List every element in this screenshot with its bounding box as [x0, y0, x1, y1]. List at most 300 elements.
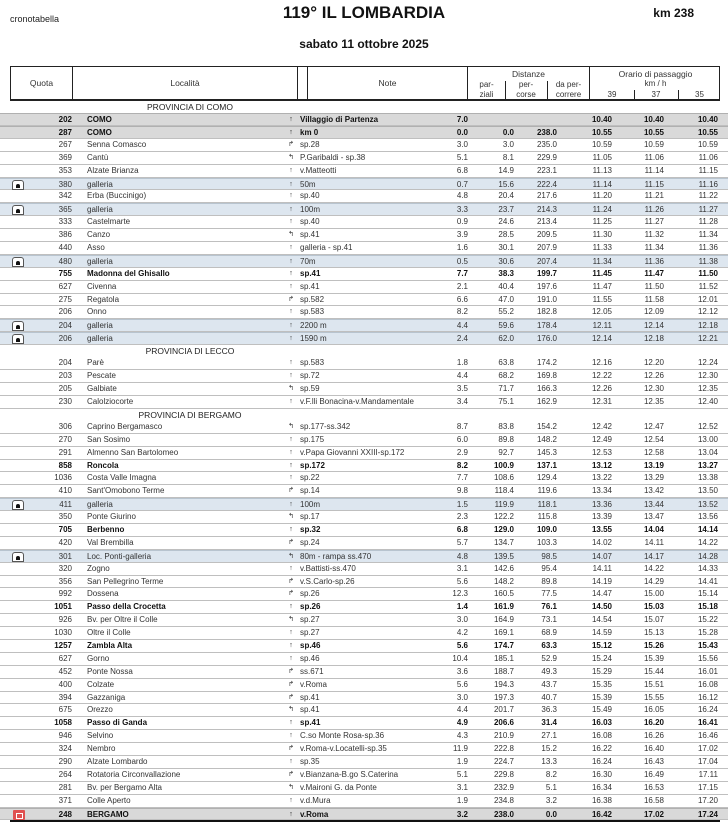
- note: v.Roma-v.Locatelli-sp.35: [300, 744, 387, 754]
- passage-time-39: 15.49: [591, 705, 612, 715]
- direction-icon: ↑: [289, 719, 293, 727]
- remaining-distance: 207.4: [536, 256, 557, 266]
- passage-time-35: 11.27: [698, 205, 718, 215]
- note: sp.24: [300, 537, 320, 547]
- passage-time-37: 13.42: [643, 486, 664, 496]
- table-row: [0, 769, 728, 782]
- table-row: [0, 679, 728, 692]
- locality: Madonna del Ghisallo: [87, 268, 170, 278]
- partial-distance: 0.9: [456, 217, 468, 227]
- direction-icon: ↑: [289, 206, 293, 214]
- altitude: 675: [58, 705, 72, 715]
- covered-distance: 134.7: [493, 537, 514, 547]
- covered-distance: 222.8: [493, 744, 514, 754]
- col-orario: Orario di passaggio km / h 39 37 35: [590, 67, 721, 99]
- partial-distance: 6.0: [456, 434, 468, 444]
- altitude: 1036: [54, 473, 72, 483]
- passage-time-37: 12.54: [643, 434, 664, 444]
- passage-time-39: 15.12: [591, 641, 612, 651]
- partial-distance: 1.9: [456, 757, 468, 767]
- altitude: 452: [58, 666, 72, 676]
- direction-icon: ↱: [288, 693, 294, 701]
- covered-distance: 100.9: [493, 460, 514, 470]
- partial-distance: 3.5: [456, 384, 468, 393]
- passage-time-39: 13.12: [591, 460, 612, 470]
- table-row: [0, 281, 728, 294]
- remaining-distance: 169.8: [536, 371, 557, 381]
- covered-distance: 63.8: [498, 358, 514, 368]
- passage-time-35: 16.46: [697, 731, 718, 741]
- locality: Colzate: [87, 679, 115, 689]
- passage-time-37: 12.18: [643, 334, 664, 344]
- table-row: [0, 743, 728, 756]
- passage-time-37: 12.47: [643, 421, 664, 431]
- altitude: 365: [58, 205, 72, 215]
- remaining-distance: 222.4: [536, 179, 557, 189]
- passage-time-39: 12.05: [591, 307, 612, 317]
- partial-distance: 4.4: [456, 321, 468, 331]
- passage-time-35: 16.08: [697, 679, 718, 689]
- covered-distance: 119.9: [494, 500, 514, 510]
- direction-icon: ↱: [288, 667, 294, 675]
- covered-distance: 160.5: [493, 589, 514, 599]
- passage-time-39: 14.59: [591, 628, 612, 638]
- remaining-distance: 52.9: [541, 653, 557, 663]
- note: sp.27: [300, 628, 320, 638]
- note: 50m: [300, 179, 316, 189]
- table-row: [0, 242, 728, 255]
- locality: Caprino Bergamasco: [87, 421, 163, 431]
- table-row: [0, 383, 728, 396]
- tunnel-icon: [12, 321, 24, 331]
- remaining-distance: 176.0: [536, 334, 557, 344]
- direction-icon: ↰: [288, 153, 294, 161]
- province-name: PROVINCIA DI COMO: [147, 102, 233, 112]
- direction-icon: ↑: [289, 335, 293, 343]
- note: sp.40: [300, 191, 320, 201]
- partial-distance: 3.0: [456, 692, 468, 702]
- partial-distance: 4.4: [456, 705, 468, 715]
- altitude: 301: [58, 551, 72, 561]
- locality: Bv. per Bergamo Alta: [87, 782, 162, 792]
- partial-distance: 4.2: [456, 628, 468, 638]
- direction-icon: ↑: [289, 603, 293, 611]
- partial-distance: 1.9: [456, 795, 468, 805]
- table-row: [0, 178, 728, 191]
- locality: COMO: [87, 115, 112, 125]
- passage-time-37: 12.14: [643, 321, 664, 331]
- table-row: [0, 255, 728, 268]
- partial-distance: 1.4: [456, 602, 468, 612]
- remaining-distance: 178.4: [536, 321, 557, 331]
- passage-time-39: 14.19: [591, 576, 612, 586]
- passage-time-35: 17.04: [697, 757, 718, 767]
- altitude: 400: [58, 679, 72, 689]
- tunnel-icon: [12, 205, 24, 215]
- covered-distance: 47.0: [498, 294, 514, 304]
- table-row: [0, 229, 728, 242]
- passage-time-35: 11.16: [698, 179, 718, 189]
- direction-icon: ↑: [289, 308, 293, 316]
- remaining-distance: 40.7: [541, 692, 557, 702]
- passage-time-37: 12.09: [643, 307, 664, 317]
- direction-icon: ↑: [289, 461, 293, 469]
- remaining-distance: 162.9: [536, 396, 557, 406]
- altitude: 248: [58, 809, 72, 819]
- remaining-distance: 0.0: [545, 809, 557, 819]
- table-row: [0, 692, 728, 705]
- passage-time-37: 15.44: [643, 666, 664, 676]
- remaining-distance: 182.8: [536, 307, 557, 317]
- direction-icon: ↑: [289, 654, 293, 662]
- passage-time-37: 14.29: [643, 576, 664, 586]
- note: sp.32: [300, 525, 321, 534]
- passage-time-37: 13.47: [643, 512, 664, 522]
- passage-time-37: 11.34: [644, 243, 664, 252]
- passage-time-37: 10.59: [643, 139, 664, 149]
- partial-distance: 7.7: [456, 268, 468, 278]
- passage-time-39: 11.24: [592, 205, 612, 215]
- altitude: 281: [58, 782, 72, 792]
- note: sp.14: [300, 486, 320, 496]
- table-row: [0, 640, 728, 653]
- passage-time-39: 14.50: [591, 602, 612, 612]
- altitude: 420: [58, 537, 72, 547]
- passage-time-35: 16.41: [697, 718, 718, 728]
- passage-time-35: 11.50: [698, 268, 718, 278]
- locality: Alzate Brianza: [87, 165, 139, 175]
- locality: Ponte Nossa: [87, 666, 133, 676]
- passage-time-37: 12.58: [643, 447, 664, 457]
- locality: Val Brembilla: [87, 537, 134, 547]
- partial-distance: 5.7: [456, 537, 468, 547]
- remaining-distance: 191.0: [536, 294, 557, 304]
- partial-distance: 3.0: [456, 139, 468, 149]
- altitude: 202: [58, 115, 72, 125]
- altitude: 287: [58, 127, 72, 137]
- note: sp.46: [300, 653, 320, 663]
- direction-icon: ↰: [288, 385, 294, 392]
- direction-icon: ↑: [289, 282, 293, 290]
- partial-distance: 6.8: [456, 525, 468, 534]
- passage-time-35: 12.12: [697, 307, 718, 317]
- altitude: 206: [58, 307, 72, 317]
- passage-time-37: 11.32: [644, 230, 664, 240]
- passage-time-35: 12.21: [697, 334, 718, 344]
- direction-icon: ↑: [289, 642, 293, 650]
- partial-distance: 3.9: [456, 230, 468, 240]
- remaining-distance: 13.3: [541, 757, 557, 767]
- note: v.Matteotti: [300, 165, 337, 175]
- passage-time-39: 13.55: [591, 525, 612, 534]
- remaining-distance: 89.8: [541, 576, 557, 586]
- covered-distance: 122.2: [493, 512, 514, 522]
- locality: Selvino: [87, 731, 114, 741]
- covered-distance: 59.6: [498, 321, 514, 331]
- passage-time-39: 12.11: [592, 321, 612, 331]
- table-row: [0, 268, 728, 281]
- timetable-body: [0, 101, 728, 820]
- note: sp.41: [300, 268, 321, 278]
- covered-distance: 169.1: [493, 628, 514, 638]
- remaining-distance: 36.3: [541, 705, 557, 715]
- locality: galleria: [87, 205, 113, 215]
- race-date: sabato 11 ottobre 2025: [299, 37, 429, 51]
- covered-distance: 23.7: [498, 205, 514, 215]
- note: v.Battisti-ss.470: [300, 563, 356, 573]
- passage-time-39: 11.33: [592, 243, 612, 252]
- passage-time-37: 16.40: [643, 744, 664, 754]
- direction-icon: ↱: [288, 295, 294, 303]
- note: 100m: [300, 500, 321, 510]
- passage-time-35: 16.01: [697, 666, 718, 676]
- table-row: [0, 306, 728, 319]
- locality: Passo della Crocetta: [87, 602, 166, 612]
- altitude: 291: [58, 447, 72, 457]
- covered-distance: 174.7: [493, 641, 514, 651]
- altitude: 203: [58, 371, 72, 381]
- passage-time-37: 11.36: [644, 256, 664, 266]
- direction-icon: ↱: [288, 538, 294, 546]
- table-row: [0, 717, 728, 730]
- covered-distance: 83.8: [498, 421, 514, 431]
- altitude: 380: [58, 179, 72, 189]
- covered-distance: 139.5: [493, 551, 514, 561]
- table-row: [0, 113, 728, 126]
- altitude: 371: [58, 795, 72, 805]
- partial-distance: 12.3: [452, 589, 468, 599]
- note: v.Roma: [300, 809, 329, 819]
- locality: Castelmarte: [87, 217, 131, 227]
- note: v.Roma: [300, 679, 327, 689]
- table-row: [0, 139, 728, 152]
- locality: galleria: [87, 500, 113, 510]
- note: v.S.Carlo-sp.26: [300, 576, 355, 586]
- altitude: 992: [58, 589, 72, 599]
- locality: Colle Aperto: [87, 795, 131, 805]
- passage-time-39: 12.22: [591, 371, 612, 381]
- note: v.Bianzana-B.go S.Caterina: [300, 769, 399, 779]
- altitude: 342: [58, 191, 72, 201]
- remaining-distance: 174.2: [536, 358, 557, 368]
- passage-time-37: 11.15: [644, 179, 664, 189]
- note: sp.41: [300, 692, 320, 702]
- locality: Ponte Giurino: [87, 512, 136, 522]
- covered-distance: 55.2: [498, 307, 514, 317]
- passage-time-35: 12.01: [697, 294, 718, 304]
- remaining-distance: 115.8: [537, 512, 557, 522]
- direction-icon: ↱: [288, 745, 294, 753]
- altitude: 369: [58, 152, 72, 162]
- passage-time-39: 13.34: [591, 486, 612, 496]
- passage-time-37: 11.50: [644, 281, 664, 291]
- partial-distance: 1.5: [456, 500, 468, 510]
- remaining-distance: 43.7: [541, 679, 557, 689]
- passage-time-37: 12.35: [643, 396, 664, 406]
- covered-distance: 232.9: [493, 782, 514, 792]
- remaining-distance: 119.6: [537, 486, 557, 496]
- altitude: 1030: [54, 628, 72, 638]
- direction-icon: ↱: [288, 577, 294, 585]
- direction-icon: ↑: [289, 435, 293, 443]
- note: 2200 m: [300, 321, 327, 331]
- covered-distance: 210.9: [493, 731, 514, 741]
- note: sp.46: [300, 641, 321, 651]
- note: P.Garibaldi - sp.38: [300, 152, 366, 162]
- race-distance: km 238: [653, 6, 694, 20]
- table-row: [0, 537, 728, 550]
- altitude: 440: [58, 243, 72, 252]
- passage-time-35: 17.11: [698, 769, 718, 779]
- direction-icon: ↑: [289, 372, 293, 380]
- col-distanze: Distanze par- ziali per- corse da per- correre: [468, 67, 590, 99]
- direction-icon: ↑: [289, 758, 293, 766]
- passage-time-37: 15.39: [643, 653, 664, 663]
- passage-time-35: 14.28: [697, 551, 718, 561]
- note: v.Maironi G. da Ponte: [300, 782, 377, 792]
- table-row: [0, 730, 728, 743]
- locality: Civenna: [87, 281, 117, 291]
- altitude: 1051: [54, 602, 72, 612]
- partial-distance: 5.6: [456, 576, 468, 586]
- table-row: [0, 190, 728, 203]
- passage-time-35: 17.20: [697, 795, 718, 805]
- remaining-distance: 199.7: [536, 268, 557, 278]
- passage-time-39: 16.30: [591, 769, 612, 779]
- covered-distance: 40.4: [498, 281, 514, 291]
- altitude: 333: [58, 217, 72, 227]
- province-name: PROVINCIA DI LECCO: [145, 346, 235, 357]
- note: sp.40: [300, 217, 320, 227]
- passage-time-35: 13.04: [697, 447, 718, 457]
- passage-time-35: 14.14: [697, 525, 718, 534]
- passage-time-35: 10.55: [697, 127, 718, 137]
- remaining-distance: 103.3: [536, 537, 557, 547]
- covered-distance: 129.0: [493, 525, 514, 534]
- remaining-distance: 63.3: [541, 641, 557, 651]
- altitude: 386: [58, 230, 72, 240]
- covered-distance: 197.3: [493, 692, 514, 702]
- note: sp.72: [300, 371, 320, 381]
- table-row: [0, 485, 728, 498]
- table-row: [0, 614, 728, 627]
- partial-distance: 3.6: [456, 666, 468, 676]
- passage-time-35: 15.56: [697, 653, 718, 663]
- table-row: [0, 421, 728, 434]
- passage-time-35: 15.14: [697, 589, 718, 599]
- remaining-distance: 137.1: [536, 460, 557, 470]
- table-row: [0, 563, 728, 576]
- table-row: [0, 704, 728, 717]
- table-row: [0, 756, 728, 769]
- passage-time-39: 11.47: [592, 281, 612, 291]
- note: 100m: [300, 205, 321, 215]
- note: sp.177-ss.342: [300, 421, 351, 431]
- tunnel-icon: [12, 552, 24, 562]
- passage-time-39: 11.14: [592, 179, 612, 189]
- remaining-distance: 3.2: [545, 795, 557, 805]
- passage-time-37: 14.22: [643, 563, 664, 573]
- covered-distance: 15.6: [498, 179, 514, 189]
- passage-time-37: 14.17: [643, 551, 664, 561]
- passage-time-37: 12.26: [643, 371, 664, 381]
- table-row: [0, 550, 728, 563]
- covered-distance: 188.7: [493, 666, 514, 676]
- table-row: [0, 524, 728, 537]
- locality: Zogno: [87, 563, 110, 573]
- partial-distance: 5.6: [456, 641, 468, 651]
- passage-time-35: 13.50: [697, 486, 718, 496]
- table-row: [0, 319, 728, 332]
- passage-time-37: 12.20: [643, 358, 664, 368]
- direction-icon: ↱: [288, 770, 294, 778]
- passage-time-37: 10.40: [643, 115, 664, 125]
- race-title: 119° IL LOMBARDIA: [282, 3, 446, 22]
- passage-time-39: 11.55: [592, 294, 612, 304]
- note: 1590 m: [300, 334, 327, 344]
- passage-time-39: 16.38: [591, 795, 612, 805]
- table-row: [0, 627, 728, 640]
- remaining-distance: 154.2: [536, 421, 557, 431]
- col-quota: Quota: [11, 67, 73, 99]
- remaining-distance: 27.1: [541, 731, 557, 741]
- direction-icon: ↑: [289, 269, 293, 277]
- covered-distance: 108.6: [493, 473, 514, 483]
- note: v.d.Mura: [300, 795, 331, 805]
- table-row: [0, 447, 728, 460]
- remaining-distance: 98.5: [541, 551, 557, 561]
- remaining-distance: 229.9: [536, 152, 557, 162]
- passage-time-37: 16.20: [643, 718, 664, 728]
- speed-35: 35: [695, 90, 704, 99]
- passage-time-39: 14.11: [592, 563, 612, 573]
- covered-distance: 234.8: [493, 795, 514, 805]
- passage-time-35: 16.12: [697, 692, 718, 702]
- note: sp.582: [300, 294, 325, 304]
- covered-distance: 224.7: [493, 757, 514, 767]
- passage-time-39: 11.45: [592, 268, 612, 278]
- note: sp.172: [300, 460, 325, 470]
- partial-distance: 8.7: [456, 421, 468, 431]
- locality: Berbenno: [87, 525, 125, 534]
- direction-icon: ↑: [289, 526, 293, 533]
- passage-time-37: 14.11: [644, 537, 664, 547]
- direction-icon: ↑: [289, 810, 293, 818]
- partial-distance: 4.8: [456, 551, 468, 561]
- col-percorse: per- corse: [516, 80, 536, 99]
- partial-distance: 7.0: [456, 115, 468, 125]
- covered-distance: 30.6: [498, 256, 514, 266]
- locality: Zambla Alta: [87, 641, 133, 651]
- passage-time-39: 16.42: [591, 809, 612, 819]
- locality: Roncola: [87, 460, 119, 470]
- partial-distance: 10.4: [452, 653, 468, 663]
- altitude: 353: [58, 165, 72, 175]
- direction-icon: ↱: [288, 487, 294, 495]
- locality: Oltre il Colle: [87, 628, 131, 638]
- remaining-distance: 109.0: [536, 525, 557, 534]
- passage-time-37: 11.47: [644, 268, 664, 278]
- locality: galleria: [87, 321, 113, 331]
- covered-distance: 92.7: [498, 447, 514, 457]
- passage-time-39: 12.31: [591, 396, 612, 406]
- covered-distance: 238.0: [493, 809, 514, 819]
- locality: Costa Valle Imagna: [87, 473, 157, 483]
- note: sp.41: [300, 230, 320, 240]
- passage-time-35: 11.52: [698, 281, 718, 291]
- remaining-distance: 118.1: [537, 500, 557, 510]
- direction-icon: ↑: [289, 732, 293, 740]
